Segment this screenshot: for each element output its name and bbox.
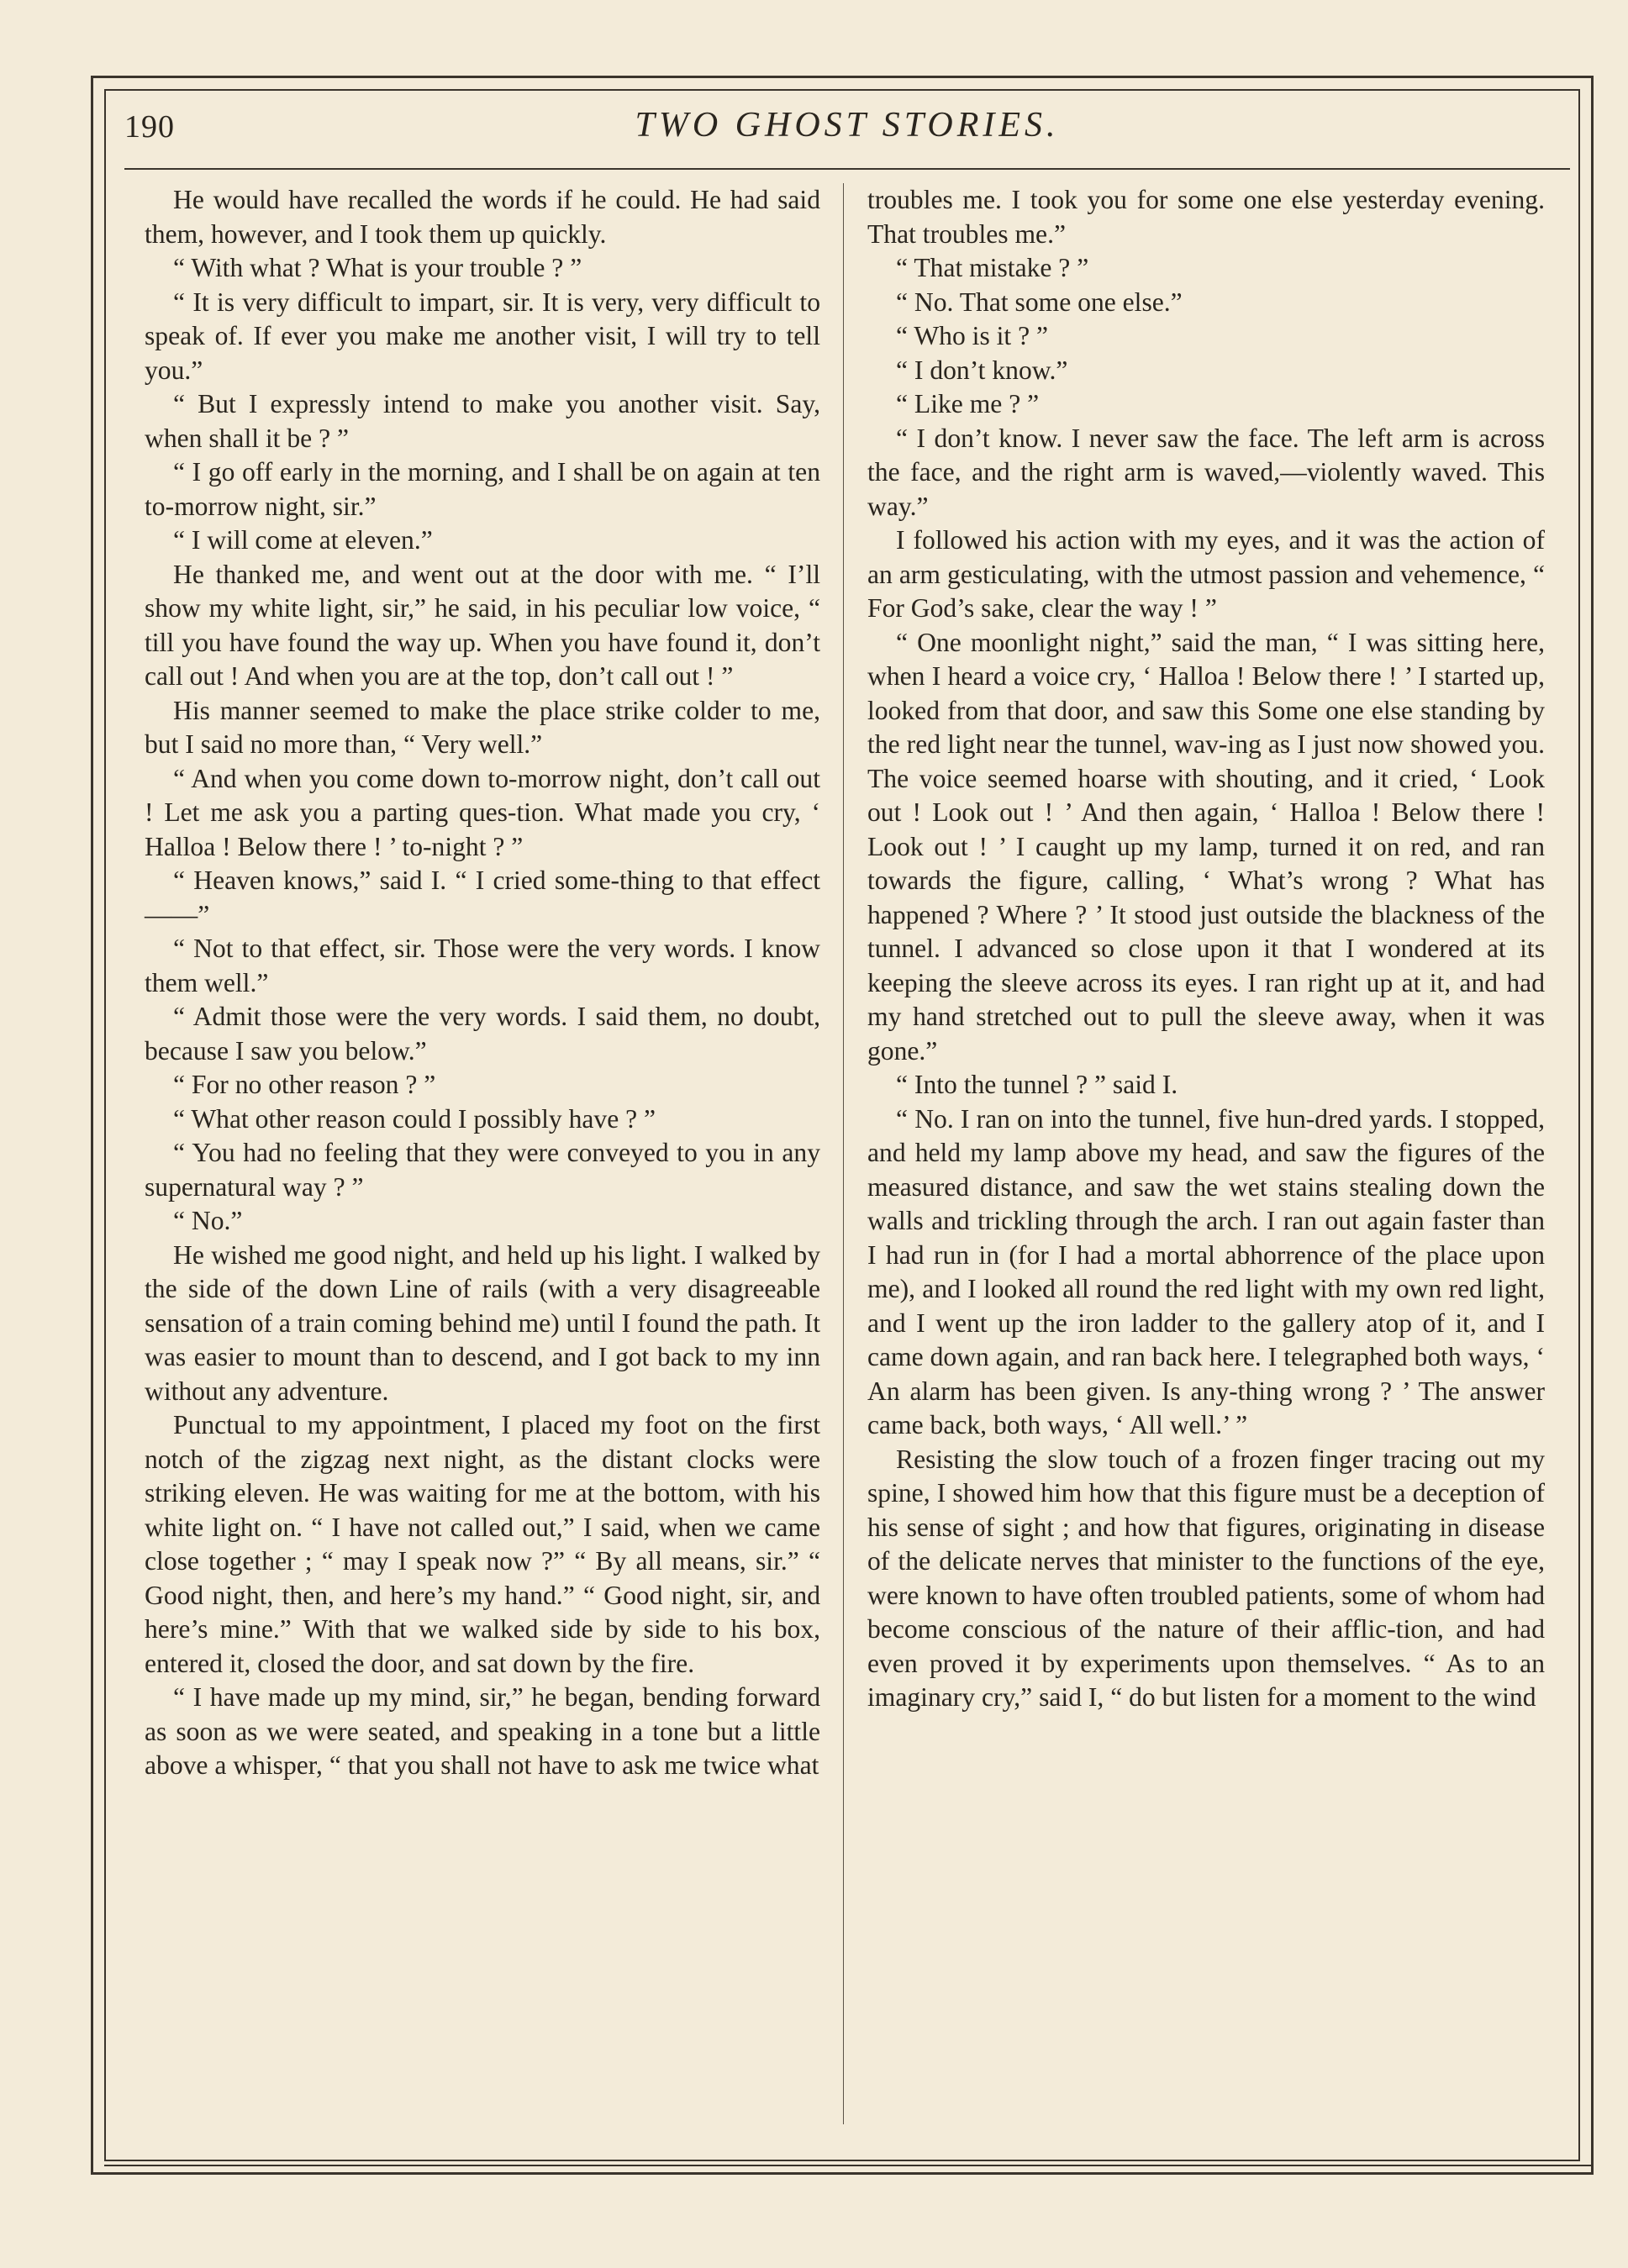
paragraph: Punctual to my appointment, I placed my foot on the first notch of the zigzag next night, as the distant clocks were striking eleven. He was waiting for me at the bottom, with his white light on. “ I have not called out,” I said, when we came close together ; “ may I speak now ?” “ By all means, sir.” “ Good night, then, and here’s my hand.” “ Good night, sir, and here’s mine.” With that we walked side by side to his box, entered it, closed the door, and sat down by the fire. [145,1410,820,1678]
paragraph: “ Into the tunnel ? ” said I. [896,1070,1178,1099]
paragraph: “ But I expressly intend to make you another visit. Say, when shall it be ? ” [145,389,820,453]
paragraph: “ I don’t know.” [896,355,1068,385]
paragraph: “ No.” [173,1206,243,1235]
paragraph: Resisting the slow touch of a frozen finger tracing out my spine, I showed him how that this figure must be a deception of his sense of sight ; and how that figures, originating in disease of the delicate nerves that minister to the functions of the eye, were known to have often troubled patients, some of whom had become conscious of the nature of their afflic-tion, and had even proved it by experiments upon themselves. “ As to an imaginary cry,” said I, “ do but listen for a moment to the wind [867,1444,1545,1712]
paragraph: “ Like me ? ” [896,389,1040,418]
paragraph: “ With what ? What is your trouble ? ” [173,253,582,282]
page-bottom-rule [104,2165,1594,2166]
paragraph: “ No. That some one else.” [896,287,1183,317]
paragraph: “ And when you come down to-morrow night, don’t call out ! Let me ask you a parting ques-tion. What made you cry, ‘ Halloa ! Below there ! ’ to-night ? ” [145,763,820,861]
paragraph: He thanked me, and went out at the door with me. “ I’ll show my white light, sir,” he said, in his peculiar low voice, “ till you have found the way up. When you have found it, don’t call out ! And when you are at the top, don’t call out ! ” [145,559,820,691]
paragraph: “ It is very difficult to impart, sir. It is very, very difficult to speak of. If ever you make me another visit, I will try to tell you.” [145,287,820,385]
paragraph: “ I don’t know. I never saw the face. The left arm is across the face, and the right arm is waved,—violently waved. This way.” [867,423,1545,521]
right-column [867,183,1545,1715]
paragraph: “ One moonlight night,” said the man, “ I was sitting here, when I heard a voice cry, ‘ Halloa ! Below there ! ’ I started up, looked from that door, and saw this Some one else standing by the red light near the tunnel, wav-ing as I just now showed you. The voice seemed hoarse with shouting, and it cried, ‘ Look out ! Look out ! ’ And then again, ‘ Halloa ! Below there ! Look out ! ’ I caught up my lamp, turned it on red, and ran towards the figure, calling, ‘ What’s wrong ? What has happened ? Where ? ’ It stood just outside the blackness of the tunnel. I advanced so close upon it that I wondered at its keeping the sleeve across its eyes. I ran right up at it, and had my hand stretched out to pull the sleeve away, when it was gone.” [867,627,1545,1066]
paragraph: “ You had no feeling that they were conveyed to you in any supernatural way ? ” [145,1138,820,1202]
page-number: 190 [124,109,175,145]
paragraph: He would have recalled the words if he could. He had said them, however, and I took them up quickly. [145,185,820,249]
paragraph: “ I will come at eleven.” [173,525,433,555]
column-divider [843,183,844,2124]
header-rule [124,168,1570,170]
paragraph: “ Heaven knows,” said I. “ I cried some-thing to that effect——” [145,866,820,929]
page-header [124,105,1570,159]
running-head: TWO GHOST STORIES. [635,106,1060,145]
paragraph: “ What other reason could I possibly have ? ” [173,1103,656,1134]
paragraph: I followed his action with my eyes, and it was the action of an arm gesticulating, with the utmost passion and vehemence, “ For God’s sake, clear the way ! ” [867,525,1545,623]
paragraph: “ I go off early in the morning, and I shall be on again at ten to-morrow night, sir.” [145,457,820,521]
paragraph: “ I have made up my mind, sir,” he began, bending forward as soon as we were seated, and speaking in a tone but a little above a whisper, “ that you shall not have to ask me twice what [145,1682,820,1780]
paragraph: “ That mistake ? ” [896,253,1089,282]
paragraph: “ Who is it ? ” [896,321,1049,350]
paragraph: “ Admit those were the very words. I said them, no doubt, because I saw you below.” [145,1002,820,1066]
paragraph: He wished me good night, and held up his light. I walked by the side of the down Line of rails (with a very disagreeable sensation of a train coming behind me) until I found the path. It was easier to mount than to descend, and I got back to my inn without any adventure. [145,1239,820,1406]
paragraph: “ For no other reason ? ” [173,1070,436,1099]
left-column [145,183,820,1783]
paragraph: His manner seemed to make the place strike colder to me, but I said no more than, “ Very well.” [145,695,820,759]
paragraph: “ Not to that effect, sir. Those were the very words. I know them well.” [145,934,820,997]
paragraph: “ No. I ran on into the tunnel, five hun-dred yards. I stopped, and held my lamp above my head, and saw the figures of the measured distance, and saw the wet stains stealing down the walls and trickling through the arch. I ran out again faster than I had run in (for I had a mortal abhorrence of the place upon me), and I looked all round the red light with my own red light, and I went up the iron ladder to the gallery atop of it, and I came down again, and ran back here. I telegraphed both ways, ‘ An alarm has been given. Is any-thing wrong ? ’ The answer came back, both ways, ‘ All well.’ ” [867,1103,1545,1439]
paragraph: troubles me. I took you for some one else yesterday evening. That troubles me.” [867,185,1545,249]
